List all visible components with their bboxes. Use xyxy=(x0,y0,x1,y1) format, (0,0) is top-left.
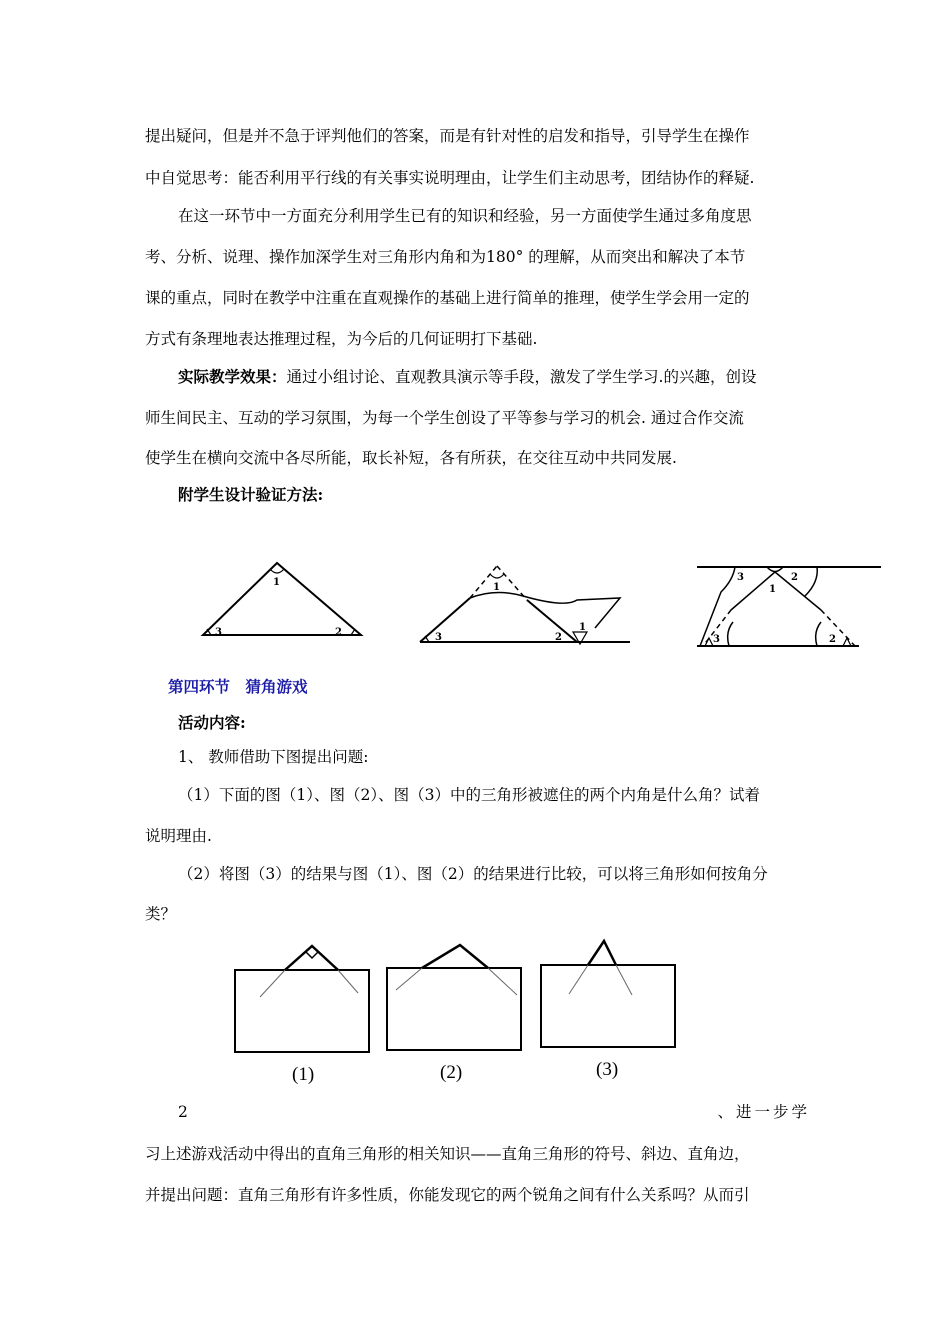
methods-label: 附学生设计验证方法: xyxy=(178,485,324,504)
angle-label-3-moved: 3 xyxy=(713,634,720,645)
angle-label-2-moved: 2 xyxy=(829,634,836,645)
covered-triangle-figure-2 xyxy=(382,940,527,1090)
triangle-figure-2 xyxy=(415,560,635,650)
item-number: 2 xyxy=(178,1103,188,1121)
figure-caption-3: (3) xyxy=(596,1059,619,1080)
text-line: 中自觉思考：能否利用平行线的有关事实说明理由，让学生们主动思考，团结协作的释疑. xyxy=(145,169,755,187)
text-line: （2）将图（3）的结果与图（1）、图（2）的结果进行比较，可以将三角形如何按角分 xyxy=(178,865,768,883)
angle-label-1: 1 xyxy=(273,577,280,588)
text-line: 课的重点，同时在教学中注重在直观操作的基础上进行简单的推理，使学生学会用一定的 xyxy=(145,289,750,307)
effect-label: 实际教学效果： xyxy=(178,367,287,386)
figure-caption-1: (1) xyxy=(292,1064,315,1085)
text-line: 类？ xyxy=(145,905,177,923)
angle-label-3: 3 xyxy=(215,627,222,638)
effect-text: 通过小组讨论、直观教具演示等手段，激发了学生学习.的兴趣，创设 xyxy=(286,368,757,386)
angle-label-3: 3 xyxy=(435,632,442,643)
text-line: 、进一步学 xyxy=(717,1103,810,1121)
angle-label-2: 2 xyxy=(555,632,562,643)
angle-label-2: 2 xyxy=(335,627,342,638)
text-line: 并提出问题：直角三角形有许多性质，你能发现它的两个锐角之间有什么关系吗？从而引 xyxy=(145,1186,750,1204)
angle-label-1: 1 xyxy=(493,582,500,593)
text-line: 师生间民主、互动的学习氛围，为每一个学生创设了平等参与学习的机会. 通过合作交流 xyxy=(145,409,744,427)
text-line: 说明理由. xyxy=(145,827,212,845)
text-line: 方式有条理地表达推理过程，为今后的几何证明打下基础. xyxy=(145,330,538,348)
text-line: 提出疑问，但是并不急于评判他们的答案，而是有针对性的启发和指导，引导学生在操作 xyxy=(145,127,750,145)
angle-label-2: 2 xyxy=(791,572,798,583)
angle-label-1-moved: 1 xyxy=(579,622,586,633)
text-line: 考、分析、说理、操作加深学生对三角形内角和为180° 的理解，从而突出和解决了本节 xyxy=(145,248,746,266)
text-line: （1）下面的图（1）、图（2）、图（3）中的三角形被遮住的两个内角是什么角？试着 xyxy=(178,786,760,804)
text-line: 使学生在横向交流中各尽所能，取长补短，各有所获，在交往互动中共同发展. xyxy=(145,449,677,467)
activity-label: 活动内容: xyxy=(178,713,246,732)
angle-label-1: 1 xyxy=(769,584,776,595)
triangle-figure-3 xyxy=(695,562,885,652)
text-line: 习上述游戏活动中得出的直角三角形的相关知识——直角三角形的符号、斜边、直角边， xyxy=(145,1145,750,1163)
covered-triangle-figure-3 xyxy=(536,935,681,1085)
covered-triangle-figure-1 xyxy=(230,940,375,1090)
section-title: 第四环节 猜角游戏 xyxy=(168,677,308,696)
triangle-figure-1 xyxy=(195,555,370,645)
figure-caption-2: (2) xyxy=(440,1062,463,1083)
angle-label-3: 3 xyxy=(737,572,744,583)
text-line xyxy=(178,366,810,388)
text-line: 1、 教师借助下图提出问题: xyxy=(178,748,369,766)
text-line: 在这一环节中一方面充分利用学生已有的知识和经验，另一方面使学生通过多角度思 xyxy=(178,207,752,225)
